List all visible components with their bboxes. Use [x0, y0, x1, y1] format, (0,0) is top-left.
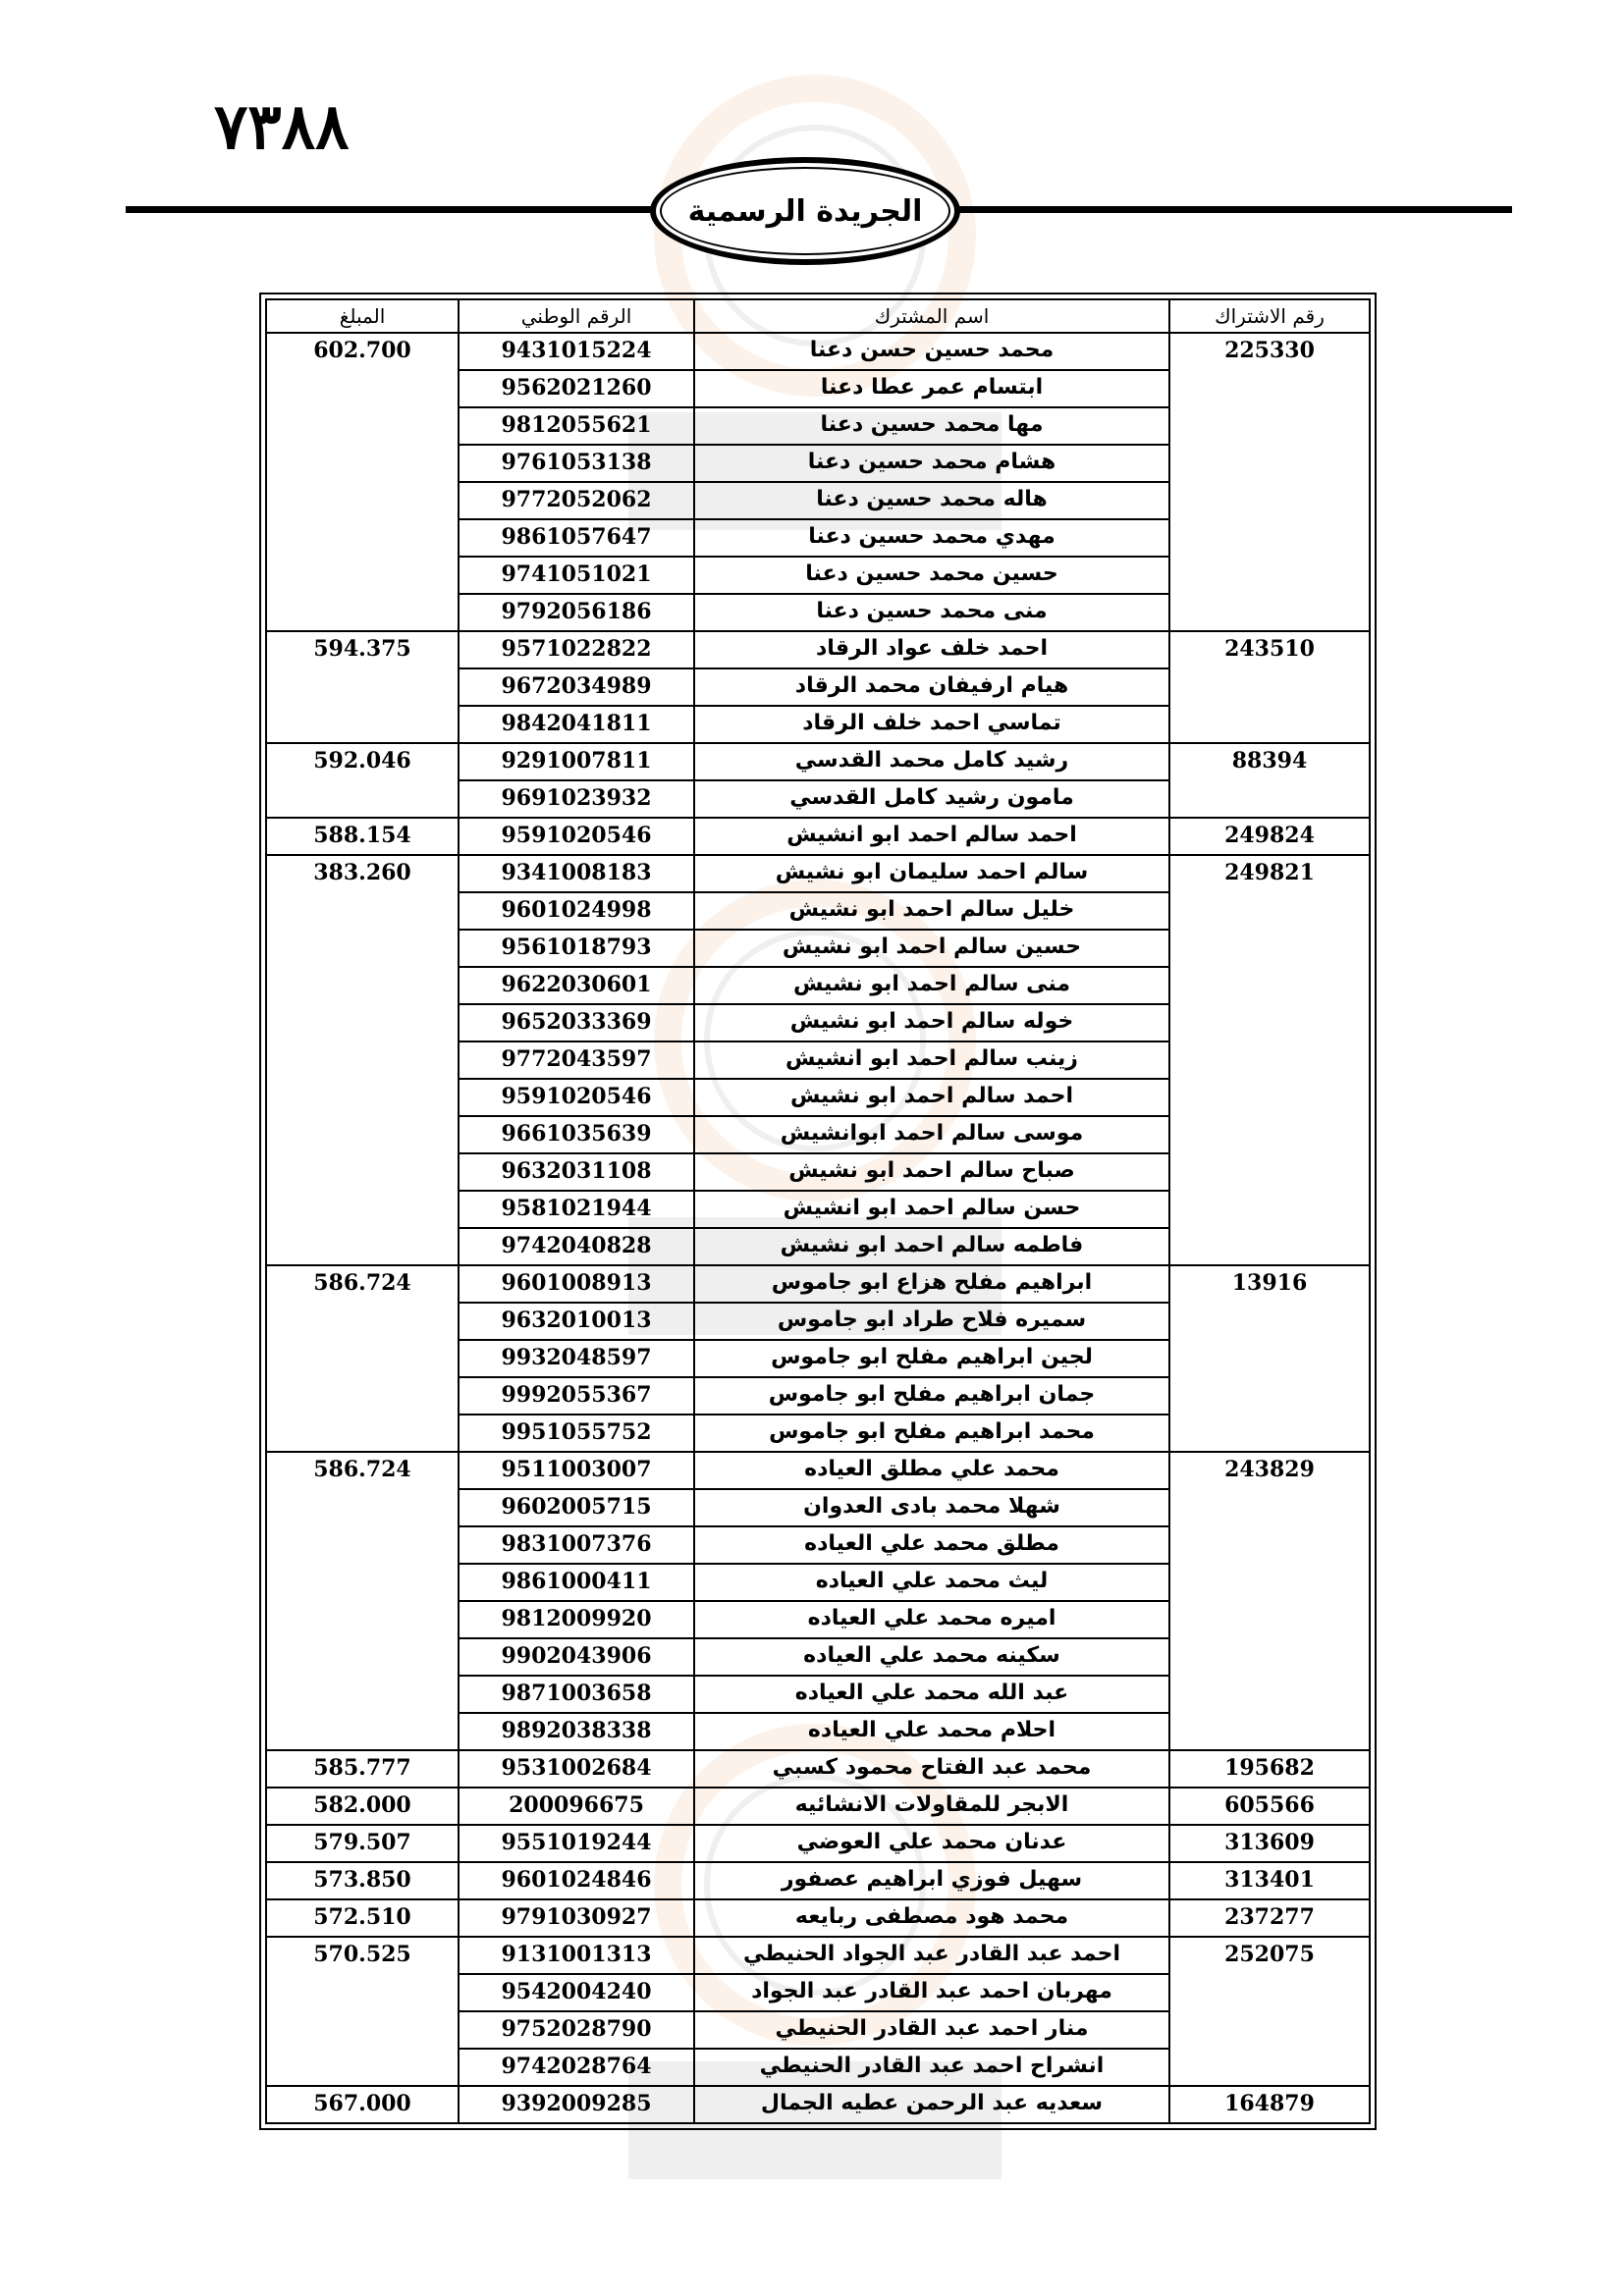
- subscription-number: 88394: [1169, 743, 1370, 818]
- subscriber-name: صباح سالم احمد ابو نشيش: [694, 1153, 1169, 1191]
- subscriber-name: محمد حسين حسن دعنا: [694, 333, 1169, 370]
- national-id: 9812009920: [459, 1601, 694, 1638]
- national-id: 9591020546: [459, 1079, 694, 1116]
- subscriber-name: عبد الله محمد علي العياده: [694, 1676, 1169, 1713]
- amount: 594.375: [266, 631, 459, 743]
- subscriber-name: شهلا محمد بادى العدوان: [694, 1489, 1169, 1526]
- table-row: [266, 1750, 1370, 1788]
- subscriber-name: لجين ابراهيم مفلح ابو جاموس: [694, 1340, 1169, 1377]
- subscriber-name: منى محمد حسين دعنا: [694, 594, 1169, 631]
- national-id: 9531002684: [459, 1750, 694, 1788]
- national-id: 9341008183: [459, 855, 694, 892]
- national-id: 9772043597: [459, 1041, 694, 1079]
- national-id: 9602005715: [459, 1489, 694, 1526]
- subscription-number: 243510: [1169, 631, 1370, 743]
- gazette-masthead: [650, 157, 960, 265]
- subscriber-name: انشراح احمد عبد القادر الحنيطي: [694, 2049, 1169, 2086]
- national-id: 9581021944: [459, 1191, 694, 1228]
- subscriber-name: مامون رشيد كامل القدسي: [694, 780, 1169, 818]
- subscriber-name: احمد عبد القادر عبد الجواد الحنيطي: [694, 1937, 1169, 1974]
- subscription-number: 249821: [1169, 855, 1370, 1265]
- national-id: 9831007376: [459, 1526, 694, 1564]
- amount: 383.260: [266, 855, 459, 1265]
- table-row: [266, 855, 1370, 892]
- subscriber-name: زينب سالم احمد ابو انشيش: [694, 1041, 1169, 1079]
- national-id: 9672034989: [459, 668, 694, 706]
- table-row: [266, 1899, 1370, 1937]
- subscriber-name: محمد علي مطلق العياده: [694, 1452, 1169, 1489]
- national-id: 9542004240: [459, 1974, 694, 2011]
- national-id: 9691023932: [459, 780, 694, 818]
- subscriber-name: منار احمد عبد القادر الحنيطي: [694, 2011, 1169, 2049]
- subscriber-name: حسين سالم احمد ابو نشيش: [694, 930, 1169, 967]
- subscriber-name: حسين محمد حسين دعنا: [694, 557, 1169, 594]
- amount: 592.046: [266, 743, 459, 818]
- national-id: 9601008913: [459, 1265, 694, 1303]
- amount: 570.525: [266, 1937, 459, 2086]
- table-row: [266, 1937, 1370, 1974]
- subscriber-name: تماسي احمد خلف الرقاد: [694, 706, 1169, 743]
- national-id: 9842041811: [459, 706, 694, 743]
- national-id: 9622030601: [459, 967, 694, 1004]
- table-row: [266, 1788, 1370, 1825]
- table-row: [266, 743, 1370, 780]
- national-id: 9601024998: [459, 892, 694, 930]
- subscriber-name: احمد خلف عواد الرقاد: [694, 631, 1169, 668]
- subscription-number: 252075: [1169, 1937, 1370, 2086]
- table-body: [266, 333, 1370, 2123]
- national-id: 9772052062: [459, 482, 694, 519]
- national-id: 9951055752: [459, 1415, 694, 1452]
- amount: 582.000: [266, 1788, 459, 1825]
- national-id: 9761053138: [459, 445, 694, 482]
- subscriber-name: احمد سالم احمد ابو انشيش: [694, 818, 1169, 855]
- national-id: 9431015224: [459, 333, 694, 370]
- subscriber-name: ليث محمد علي العياده: [694, 1564, 1169, 1601]
- subscriber-name: مها محمد حسين دعنا: [694, 407, 1169, 445]
- subscriber-name: خليل سالم احمد ابو نشيش: [694, 892, 1169, 930]
- table-row: [266, 631, 1370, 668]
- subscriber-name: احمد سالم احمد ابو نشيش: [694, 1079, 1169, 1116]
- subscriber-name: محمد ابراهيم مفلح ابو جاموس: [694, 1415, 1169, 1452]
- national-id: 9131001313: [459, 1937, 694, 1974]
- national-id: 9571022822: [459, 631, 694, 668]
- national-id: 9861057647: [459, 519, 694, 557]
- subscriber-name: ابراهيم مفلح هزاع ابو جاموس: [694, 1265, 1169, 1303]
- national-id: 9812055621: [459, 407, 694, 445]
- subscription-number: 225330: [1169, 333, 1370, 631]
- subscriber-name: هشام محمد حسين دعنا: [694, 445, 1169, 482]
- subscriber-name: جمان ابراهيم مفلح ابو جاموس: [694, 1377, 1169, 1415]
- header-subscription: رقم الاشتراك: [1169, 299, 1370, 333]
- national-id: 9591020546: [459, 818, 694, 855]
- national-id: 9392009285: [459, 2086, 694, 2123]
- subscriber-name: محمد عبد الفتاح محمود كسبي: [694, 1750, 1169, 1788]
- amount: 567.000: [266, 2086, 459, 2123]
- table-row: [266, 818, 1370, 855]
- subscriber-name: هيام ارفيفان محمد الرقاد: [694, 668, 1169, 706]
- national-id: 9661035639: [459, 1116, 694, 1153]
- subscriber-name: هاله محمد حسين دعنا: [694, 482, 1169, 519]
- national-id: 9601024846: [459, 1862, 694, 1899]
- header-amount: المبلغ: [266, 299, 459, 333]
- subscriber-name: سعديه عبد الرحمن عطيه الجمال: [694, 2086, 1169, 2123]
- amount: 573.850: [266, 1862, 459, 1899]
- subscriber-name: الابجر للمقاولات الانشائيه: [694, 1788, 1169, 1825]
- header-national-id: الرقم الوطني: [459, 299, 694, 333]
- national-id: 9741051021: [459, 557, 694, 594]
- national-id: 9511003007: [459, 1452, 694, 1489]
- table-row: [266, 1452, 1370, 1489]
- subscriber-name: سميره فلاح طراد ابو جاموس: [694, 1303, 1169, 1340]
- national-id: 9871003658: [459, 1676, 694, 1713]
- national-id: 9792056186: [459, 594, 694, 631]
- table-row: [266, 333, 1370, 370]
- national-id: 9742040828: [459, 1228, 694, 1265]
- subscriber-table: [265, 298, 1371, 2124]
- national-id: 9632031108: [459, 1153, 694, 1191]
- subscriber-name: اميره محمد علي العياده: [694, 1601, 1169, 1638]
- table-header-row: [266, 299, 1370, 333]
- national-id: 9791030927: [459, 1899, 694, 1937]
- subscriber-name: احلام محمد علي العياده: [694, 1713, 1169, 1750]
- national-id: 9892038338: [459, 1713, 694, 1750]
- amount: 585.777: [266, 1750, 459, 1788]
- amount: 572.510: [266, 1899, 459, 1937]
- amount: 602.700: [266, 333, 459, 631]
- subscriber-name: مطلق محمد علي العياده: [694, 1526, 1169, 1564]
- national-id: 9932048597: [459, 1340, 694, 1377]
- amount: 586.724: [266, 1265, 459, 1452]
- subscription-number: 237277: [1169, 1899, 1370, 1937]
- amount: 579.507: [266, 1825, 459, 1862]
- national-id: 9551019244: [459, 1825, 694, 1862]
- subscriber-name: منى سالم احمد ابو نشيش: [694, 967, 1169, 1004]
- header-name: اسم المشترك: [694, 299, 1169, 333]
- table-row: [266, 1825, 1370, 1862]
- table-row: [266, 1862, 1370, 1899]
- gazette-title: الجريدة الرسمية: [687, 193, 923, 229]
- subscription-number: 195682: [1169, 1750, 1370, 1788]
- subscriber-name: سالم احمد سليمان ابو نشيش: [694, 855, 1169, 892]
- national-id: 9992055367: [459, 1377, 694, 1415]
- national-id: 9742028764: [459, 2049, 694, 2086]
- amount: 588.154: [266, 818, 459, 855]
- subscription-number: 243829: [1169, 1452, 1370, 1750]
- subscriber-name: محمد هود مصطفى ربايعه: [694, 1899, 1169, 1937]
- national-id: 9861000411: [459, 1564, 694, 1601]
- subscriber-name: سكينه محمد علي العياده: [694, 1638, 1169, 1676]
- national-id: 9632010013: [459, 1303, 694, 1340]
- subscriber-name: مهربان احمد عبد القادر عبد الجواد: [694, 1974, 1169, 2011]
- national-id: 9902043906: [459, 1638, 694, 1676]
- subscriber-name: رشيد كامل محمد القدسي: [694, 743, 1169, 780]
- subscriber-name: فاطمه سالم احمد ابو نشيش: [694, 1228, 1169, 1265]
- subscriber-name: سهيل فوزي ابراهيم عصفور: [694, 1862, 1169, 1899]
- national-id: 9752028790: [459, 2011, 694, 2049]
- subscriber-name: موسى سالم احمد ابوانشيش: [694, 1116, 1169, 1153]
- subscription-number: 13916: [1169, 1265, 1370, 1452]
- subscription-number: 313401: [1169, 1862, 1370, 1899]
- subscriber-name: ابتسام عمر عطا دعنا: [694, 370, 1169, 407]
- subscriber-name: خوله سالم احمد ابو نشيش: [694, 1004, 1169, 1041]
- national-id: 9291007811: [459, 743, 694, 780]
- subscription-number: 313609: [1169, 1825, 1370, 1862]
- subscriber-name: مهدي محمد حسين دعنا: [694, 519, 1169, 557]
- national-id: 9561018793: [459, 930, 694, 967]
- subscription-number: 249824: [1169, 818, 1370, 855]
- table-row: [266, 1265, 1370, 1303]
- subscription-number: 164879: [1169, 2086, 1370, 2123]
- national-id: 200096675: [459, 1788, 694, 1825]
- subscription-number: 605566: [1169, 1788, 1370, 1825]
- table-row: [266, 2086, 1370, 2123]
- amount: 586.724: [266, 1452, 459, 1750]
- page-number: ٧٣٨٨: [214, 90, 350, 164]
- national-id: 9652033369: [459, 1004, 694, 1041]
- national-id: 9562021260: [459, 370, 694, 407]
- subscriber-name: عدنان محمد علي العوضي: [694, 1825, 1169, 1862]
- subscriber-name: حسن سالم احمد ابو انشيش: [694, 1191, 1169, 1228]
